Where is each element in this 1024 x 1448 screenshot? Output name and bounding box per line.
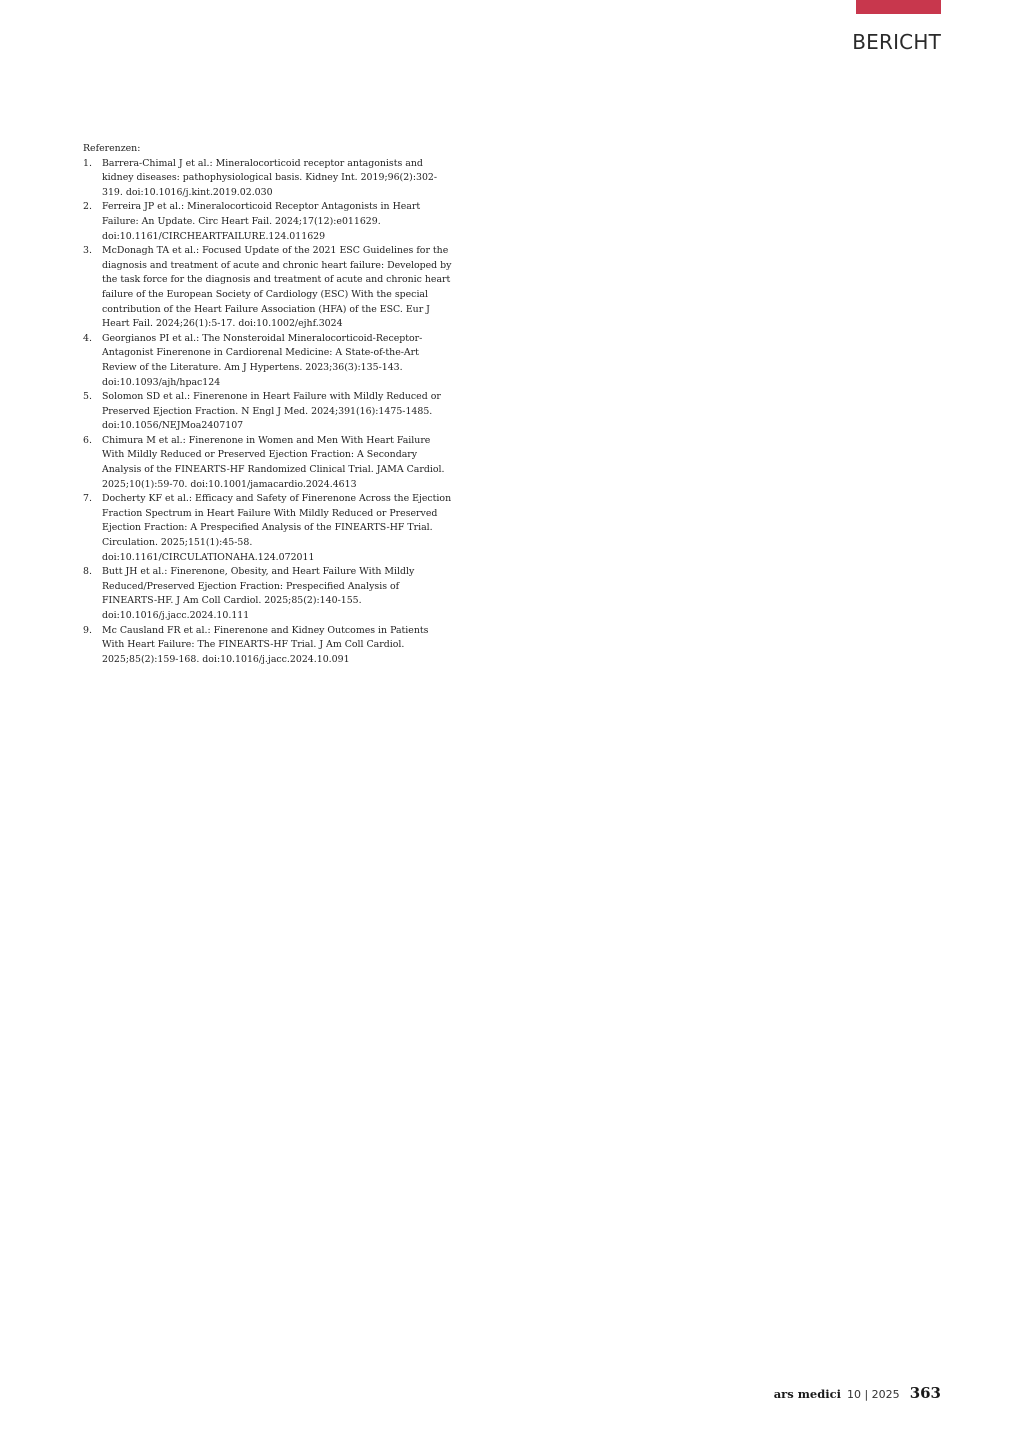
- section-label: BERICHT: [852, 30, 941, 54]
- reference-number: 9.: [83, 624, 92, 636]
- reference-text: Barrera-Chimal J et al.: Mineralocorticoid receptor antagonists and kidney diseases: pathophysiological basis. Kidney Int. 2019;96(2):302-319. doi:10.1016/j.kint.2019.02.030: [102, 157, 438, 198]
- reference-item: [83, 434, 453, 492]
- references-section: [83, 142, 453, 667]
- reference-item: [83, 332, 453, 390]
- reference-text: Butt JH et al.: Finerenone, Obesity, and Heart Failure With Mildly Reduced/Preserved Ejection Fraction: Prespecified Analysis of FINEARTS-HF. J Am Coll Cardiol. 2025;85(2):140-155. doi:10.1016/j.jacc.2024.10.111: [102, 566, 415, 621]
- reference-item: [83, 200, 453, 244]
- reference-text: Ferreira JP et al.: Mineralocorticoid Receptor Antagonists in Heart Failure: An Update. Circ Heart Fail. 2024;17(12):e011629. doi:10.1161/CIRCHEARTFAILURE.124.011629: [102, 201, 421, 242]
- reference-item: [83, 565, 453, 623]
- page-footer: [774, 1384, 941, 1402]
- reference-text: Solomon SD et al.: Finerenone in Heart Failure with Mildly Reduced or Preserved Ejection Fraction. N Engl J Med. 2024;391(16):1475-1485. doi:10.1056/NEJMoa2407107: [102, 391, 441, 432]
- reference-item: [83, 157, 453, 201]
- page-number: 363: [909, 1384, 941, 1402]
- reference-item: [83, 244, 453, 332]
- reference-number: 8.: [83, 566, 92, 578]
- references-heading: Referenzen:: [83, 143, 141, 154]
- reference-item: [83, 390, 453, 434]
- reference-number: 5.: [83, 391, 92, 403]
- issue-label: 10 | 2025: [846, 1388, 900, 1401]
- reference-text: Chimura M et al.: Finerenone in Women and Men With Heart Failure With Mildly Reduced or Preserved Ejection Fraction: A Secondary Analysis of the FINEARTS-HF Randomized Clinical Trial. JAMA Cardiol. 2025;10(1):59-70. doi:10.1001/jamacardio.2024.4613: [102, 434, 445, 490]
- reference-item: [83, 492, 453, 565]
- reference-number: 1.: [83, 157, 92, 169]
- reference-number: 7.: [83, 493, 92, 505]
- reference-number: 3.: [83, 245, 92, 257]
- header-accent-bar: [856, 0, 941, 14]
- reference-text: Mc Causland FR et al.: Finerenone and Kidney Outcomes in Patients With Heart Failure: The FINEARTS-HF Trial. J Am Coll Cardiol. 2025;85(2):159-168. doi:10.1016/j.jacc.2024.10.091: [102, 624, 429, 665]
- reference-number: 6.: [83, 434, 92, 446]
- reference-text: McDonagh TA et al.: Focused Update of the 2021 ESC Guidelines for the diagnosis and treatment of acute and chronic heart failure: Developed by the task force for the diagnosis and treatment of acute and chronic heart failure of the European Society of Cardiology (ESC) With the special contribution of the Heart Failure Association (HFA) of the ESC. Eur J Heart Fail. 2024;26(1):5-17. doi:10.1002/ejhf.3024: [102, 245, 452, 330]
- reference-item: [83, 624, 453, 668]
- journal-name: ars medici: [773, 1387, 841, 1401]
- reference-number: 2.: [83, 201, 92, 213]
- reference-text: Georgianos PI et al.: The Nonsteroidal Mineralocorticoid-Receptor-Antagonist Finerenone in Cardiorenal Medicine: A State-of-the-Art Review of the Literature. Am J Hypertens. 2023;36(3):135-143. doi:10.1093/ajh/hpac124: [102, 332, 423, 388]
- references-list: [83, 157, 453, 668]
- reference-number: 4.: [83, 332, 92, 344]
- reference-text: Docherty KF et al.: Efficacy and Safety of Finerenone Across the Ejection Fraction Spectrum in Heart Failure With Mildly Reduced or Preserved Ejection Fraction: A Prespecified Analysis of the FINEARTS-HF Trial. Circulation. 2025;151(1):45-58. doi:10.1161/CIRCULATIONAHA.124.072011: [102, 493, 452, 563]
